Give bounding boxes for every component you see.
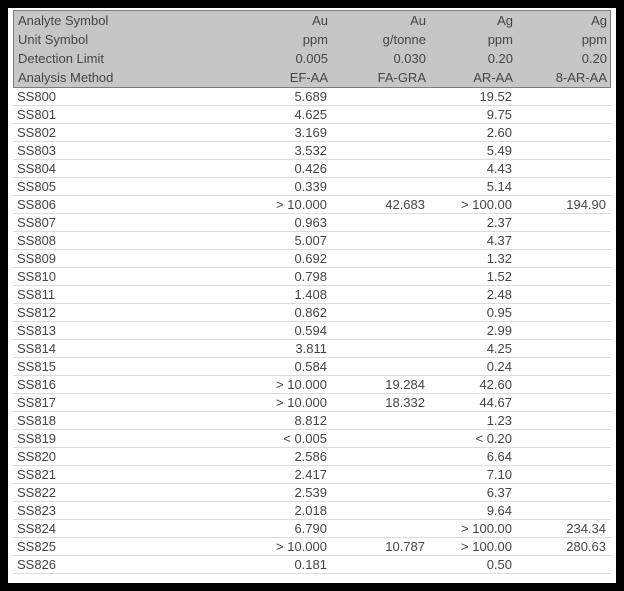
header-label: Detection Limit bbox=[18, 51, 104, 66]
value-cell: 5.49 bbox=[486, 143, 512, 158]
value-cell: 0.50 bbox=[486, 557, 512, 572]
header-label: Analysis Method bbox=[18, 70, 114, 85]
value-cell: 280.63 bbox=[566, 539, 606, 554]
value-cell: 0.798 bbox=[294, 269, 327, 284]
table-header-block bbox=[13, 10, 611, 88]
value-cell: > 100.00 bbox=[461, 521, 512, 536]
table-row bbox=[13, 142, 611, 160]
table-row bbox=[13, 394, 611, 412]
sample-id: SS818 bbox=[17, 413, 57, 428]
value-cell: 0.692 bbox=[294, 251, 327, 266]
header-row bbox=[14, 68, 610, 87]
header-value: Ag bbox=[591, 13, 607, 28]
sample-id: SS820 bbox=[17, 449, 57, 464]
sample-id: SS804 bbox=[17, 161, 57, 176]
sample-id: SS802 bbox=[17, 125, 57, 140]
value-cell: 2.99 bbox=[486, 323, 512, 338]
value-cell: > 10.000 bbox=[276, 539, 327, 554]
value-cell: 7.10 bbox=[486, 467, 512, 482]
value-cell: 4.37 bbox=[486, 233, 512, 248]
value-cell: 1.408 bbox=[294, 287, 327, 302]
header-value: ppm bbox=[487, 32, 513, 47]
value-cell: 2.60 bbox=[486, 125, 512, 140]
value-cell: 8.812 bbox=[294, 413, 327, 428]
value-cell: 2.417 bbox=[294, 467, 327, 482]
table-row bbox=[13, 448, 611, 466]
table-row bbox=[13, 340, 611, 358]
value-cell: 9.64 bbox=[486, 503, 512, 518]
table-row bbox=[13, 124, 611, 142]
value-cell: 4.25 bbox=[486, 341, 512, 356]
sample-id: SS815 bbox=[17, 359, 57, 374]
value-cell: 5.14 bbox=[486, 179, 512, 194]
table-row bbox=[13, 232, 611, 250]
table-row bbox=[13, 376, 611, 394]
value-cell: 2.37 bbox=[486, 215, 512, 230]
header-label: Analyte Symbol bbox=[18, 13, 109, 28]
table-rows bbox=[13, 88, 611, 574]
sample-id: SS807 bbox=[17, 215, 57, 230]
table-row bbox=[13, 538, 611, 556]
value-cell: 4.43 bbox=[486, 161, 512, 176]
value-cell: > 10.000 bbox=[276, 197, 327, 212]
table-row bbox=[13, 556, 611, 574]
table-row bbox=[13, 268, 611, 286]
value-cell: 6.790 bbox=[294, 521, 327, 536]
header-value: 0.20 bbox=[581, 51, 607, 66]
sample-id: SS819 bbox=[17, 431, 57, 446]
value-cell: 5.689 bbox=[294, 89, 327, 104]
sample-id: SS803 bbox=[17, 143, 57, 158]
value-cell: 1.32 bbox=[486, 251, 512, 266]
sample-id: SS813 bbox=[17, 323, 57, 338]
value-cell: 10.787 bbox=[385, 539, 425, 554]
header-row bbox=[14, 30, 610, 49]
table-row bbox=[13, 430, 611, 448]
table-row bbox=[13, 322, 611, 340]
header-value: 0.030 bbox=[393, 51, 426, 66]
header-label: Unit Symbol bbox=[18, 32, 89, 47]
sample-id: SS808 bbox=[17, 233, 57, 248]
table-row bbox=[13, 466, 611, 484]
table-row bbox=[13, 286, 611, 304]
report-page bbox=[8, 8, 616, 583]
value-cell: 4.625 bbox=[294, 107, 327, 122]
sample-id: SS811 bbox=[17, 287, 56, 302]
value-cell: 0.95 bbox=[486, 305, 512, 320]
sample-id: SS806 bbox=[17, 197, 57, 212]
header-row bbox=[14, 11, 610, 30]
value-cell: 0.594 bbox=[294, 323, 327, 338]
header-value: ppm bbox=[581, 32, 607, 47]
header-value: FA-GRA bbox=[377, 70, 426, 85]
value-cell: 0.339 bbox=[294, 179, 327, 194]
assay-results-table bbox=[13, 10, 611, 574]
value-cell: 0.426 bbox=[294, 161, 327, 176]
value-cell: > 100.00 bbox=[461, 539, 512, 554]
value-cell: 19.284 bbox=[385, 377, 425, 392]
sample-id: SS812 bbox=[17, 305, 57, 320]
header-value: g/tonne bbox=[382, 32, 426, 47]
header-value: AR-AA bbox=[473, 70, 513, 85]
value-cell: > 100.00 bbox=[461, 197, 512, 212]
value-cell: 234.34 bbox=[566, 521, 606, 536]
header-value: Ag bbox=[497, 13, 513, 28]
sample-id: SS821 bbox=[17, 467, 57, 482]
table-row bbox=[13, 160, 611, 178]
value-cell: 42.60 bbox=[479, 377, 512, 392]
value-cell: 3.532 bbox=[294, 143, 327, 158]
value-cell: > 10.000 bbox=[276, 377, 327, 392]
sample-id: SS810 bbox=[17, 269, 57, 284]
value-cell: 9.75 bbox=[486, 107, 512, 122]
sample-id: SS823 bbox=[17, 503, 57, 518]
value-cell: 2.018 bbox=[294, 503, 327, 518]
table-row bbox=[13, 502, 611, 520]
sample-id: SS817 bbox=[17, 395, 57, 410]
header-value: Au bbox=[410, 13, 426, 28]
value-cell: 42.683 bbox=[385, 197, 425, 212]
value-cell: 6.64 bbox=[486, 449, 512, 464]
value-cell: 44.67 bbox=[479, 395, 512, 410]
value-cell: 18.332 bbox=[385, 395, 425, 410]
sample-id: SS814 bbox=[17, 341, 57, 356]
value-cell: 2.539 bbox=[294, 485, 327, 500]
header-value: 0.005 bbox=[295, 51, 328, 66]
value-cell: 5.007 bbox=[294, 233, 327, 248]
sample-id: SS801 bbox=[17, 107, 57, 122]
sample-id: SS826 bbox=[17, 557, 57, 572]
value-cell: 0.181 bbox=[294, 557, 327, 572]
table-row bbox=[13, 304, 611, 322]
sample-id: SS825 bbox=[17, 539, 57, 554]
header-value: Au bbox=[312, 13, 328, 28]
sample-id: SS800 bbox=[17, 89, 57, 104]
value-cell: 2.586 bbox=[294, 449, 327, 464]
sample-id: SS824 bbox=[17, 521, 57, 536]
value-cell: 3.811 bbox=[295, 341, 327, 356]
value-cell: 6.37 bbox=[486, 485, 512, 500]
sample-id: SS822 bbox=[17, 485, 57, 500]
table-row bbox=[13, 484, 611, 502]
header-value: 8-AR-AA bbox=[555, 70, 607, 85]
value-cell: 1.23 bbox=[486, 413, 512, 428]
value-cell: < 0.20 bbox=[475, 431, 512, 446]
table-row bbox=[13, 196, 611, 214]
value-cell: > 10.000 bbox=[276, 395, 327, 410]
header-value: 0.20 bbox=[487, 51, 513, 66]
value-cell: 2.48 bbox=[486, 287, 512, 302]
table-row bbox=[13, 88, 611, 106]
table-row bbox=[13, 358, 611, 376]
table-row bbox=[13, 412, 611, 430]
header-row bbox=[14, 49, 610, 68]
value-cell: 19.52 bbox=[479, 89, 512, 104]
header-value: ppm bbox=[302, 32, 328, 47]
sample-id: SS816 bbox=[17, 377, 57, 392]
header-value: EF-AA bbox=[289, 70, 328, 85]
table-row bbox=[13, 106, 611, 124]
value-cell: 0.24 bbox=[486, 359, 512, 374]
value-cell: 0.862 bbox=[294, 305, 327, 320]
value-cell: 0.584 bbox=[294, 359, 327, 374]
value-cell: 1.52 bbox=[486, 269, 512, 284]
table-row bbox=[13, 250, 611, 268]
table-row bbox=[13, 214, 611, 232]
sample-id: SS805 bbox=[17, 179, 57, 194]
value-cell: < 0.005 bbox=[283, 431, 327, 446]
table-row bbox=[13, 178, 611, 196]
sample-id: SS809 bbox=[17, 251, 57, 266]
value-cell: 3.169 bbox=[294, 125, 327, 140]
value-cell: 194.90 bbox=[566, 197, 606, 212]
value-cell: 0.963 bbox=[294, 215, 327, 230]
table-row bbox=[13, 520, 611, 538]
